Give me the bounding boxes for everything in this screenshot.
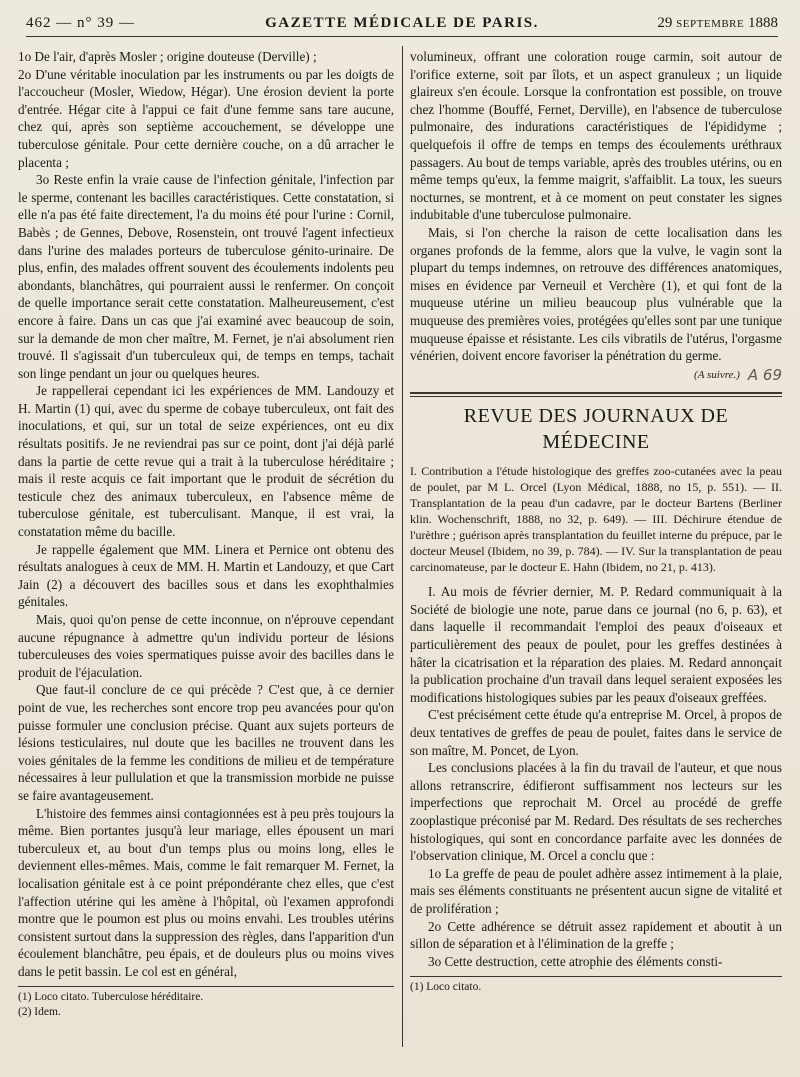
issue-date [657,10,778,37]
section-title: REVUE DES JOURNAUX DE MÉDECINE [463,405,729,454]
journal-title: GAZETTE MÉDICALE DE PARIS. [265,15,539,31]
left-paragraph: 1o De l'air, d'après Mosler ; origine douteuse (Derville) ; [18,49,317,64]
review-paragraph: Les conclusions placées à la fin du travail de l'auteur, et que nous allons retranscrire, édifieront suffisamment nos lecteurs sur les imperfections que reprochait M. Orcel au procédé de greffe zooplastique préconisé par M. Redard. Des résultats de ses recherches histologiques, qui sont en concordance parfaite avec les données de l'observation clinique, M. Orcel a conclu que : [410,760,782,864]
review-paragraph: 1o La greffe de peau de poulet adhère assez intimement à la plaie, mais ses éléments constituants ne présentent aucun signe de vitalité et de prolifération ; [410,865,782,916]
date-year: 1888 [748,15,778,31]
footnote: (1) Loco citato. Tuberculose héréditaire. [18,991,204,1004]
left-paragraph: Je rappelle également que MM. Linera et Pernice ont obtenu des résultats analogues à ceux de MM. H. Martin et Landouzy, et que Cart Jain (2) a découvert des bacilles sous et dans les exophthalmies génitales. [18,541,394,610]
left-paragraph: L'histoire des femmes ainsi contagionnées est à peu près toujours la même. Bien portantes jusqu'à leur mariage, elles épousent un mari tuberculeux et, au bout d'un temps plus ou moins long, elles le deviennent elles-mêmes. Mais, comme le fait remarquer M. Fernet, la localisation génitale est à ce point prépondérante chez elles, que c'est l'affection utérine qui les amène à l'hôpital, où l'examen approfondi montre que le poumon est plus ou moins envahi. Les troubles utérins consistent surtout dans la suppression des règles, dans l'apparition d'un écoulement blanchâtre, peu épais, et de douleurs plus ou moins vives dans le petit bassin. Le col est en général, [18,805,394,979]
continued-marker [410,367,782,385]
left-paragraph: Que faut-il conclure de ce qui précède ? C'est que, à ce dernier point de vue, les recherches sont encore trop peu avancées pour qu'on puisse formuler une conclusion précise. Quant aux sujets porteurs de lésions testiculaires, nul doute que les bacilles ne trouvent dans les voies génitales de la femme les conditions de milieu et de température nécessaires à leur pullulation et que la transmission morbide ne puisse se faire avantageusement. [18,682,394,803]
left-paragraph: 2o D'une véritable inoculation par les instruments ou par les doigts de l'accoucheur (Mosler, Wiedow, Hégar). Une érosion devient la porte d'entrée. Hégar cite à l'appui ce fait d'une femme sans tare aucune, chez qui, après son septième accouchement, se développe une tuberculose génitale. Pour cette dernière couche, on a dû arracher le placenta ; [18,66,394,170]
left-paragraph: Je rappellerai cependant ici les expériences de MM. Landouzy et H. Martin (1) qui, avec du sperme de cobaye tuberculeux, ont fait des inoculations, et qui, sur un total de seize expériences, ont eu dix résultats positifs. Je ne reviendrai pas sur ce point, dont j'ai déjà parlé dans la partie de cette revue qui a trait à la tuberculose héréditaire ; mais il reste acquis ce fait important que le produit de sécrétion du testicule chez des animaux tuberculeux, en l'absence même de tuberculose génitale, est tuberculisant. Manque, il est vrai, la constatation même du bacille. [18,383,394,540]
handwritten-annotation: A 69 [747,365,782,384]
section-rule [410,396,782,397]
a-suivre-label: (A suivre.) [694,368,740,381]
left-column [18,48,394,1067]
footnote: (1) Loco citato. [410,981,482,994]
right-paragraph: volumineux, offrant une coloration rouge carmin, soit autour de l'orifice externe, soit par îlots, et un aspect granuleux ; un liquide glaireux s'en écoule. Lorsque la confrontation est possible, on trouve chez l'homme (Bouffé, Fernet, Derville), en l'absence de tuberculose pulmonaire, des indurations caractéristiques de l'épididyme ; quelquefois il offre de temps en temps des écoulements uréthraux passagers. Au bout de temps variable, après des troubles utérins, ou en même temps qu'eux, la femme maigrit, s'affaiblit. La toux, les sueurs nocturnes, se montrent, et à ce moment on peut constater les signes indubitable d'une tuberculose pulmonaire. [410,49,782,223]
review-paragraph: I. Au mois de février dernier, M. P. Redard communiquait à la Société de biologie une note, parue dans ce journal (no 6, p. 63), et dans laquelle il recommandait l'emploi des peaux d'oiseaux et particulièrement des peaux de poulet, pour les greffes destinées à hâter la cicatrisation et la réparation des plaies. M. Redard annonçait la publication prochaine d'un travail dans lequel seraient exposées les modifications histologiques subies par les peaux d'oiseaux greffées. [410,584,782,705]
left-paragraph: Mais, quoi qu'on pense de cette inconnue, on n'éprouve cependant aucune répugnance à admettre qu'un individu porteur de lésions tuberculeuses des voies spermatiques puisse avoir des bacilles dans le produit de l'éjaculation. [18,612,394,680]
review-paragraph: C'est précisément cette étude qu'a entreprise M. Orcel, à propos de deux tentatives de greffes de peau de poulet, faites dans le service de son maître, M. Poncet, de Lyon. [410,707,782,758]
page-number: 462 — n° 39 — [26,15,135,31]
left-paragraph: 3o Reste enfin la vraie cause de l'infection génitale, l'infection par le sperme, contenant les bacilles caractéristiques. Cette constatation, si elle n'a pas été faite directement, l'a du moins été pour l'urine : Cornil, Babès ; de Gennes, Debove, Rosenstein, ont trouvé l'agent infectieux dans l'urine des malades porteurs de tuberculose génito-urinaire. De plus, enfin, des malades offrent souvent des écoulements indolents peu abondants, blanchâtres, qui pourraient aussi le renfermer. On conçoit de quelle importance serait cette constatation. Malheureusement, c'est encore à faire. Dans un cas que j'ai examiné avec beaucoup de soin, sur la demande de mon cher maître, M. Fernet, je n'ai absolument rien trouvé. Il s'agissait d'un tuberculeux qui, de temps en temps, tachait son linge pendant un jour ou quelques heures. [18,172,394,381]
review-paragraph: 2o Cette adhérence se détruit assez rapidement et aboutit à un sillon de séparation et à l'élimination de la greffe ; [410,918,782,952]
right-footnotes [410,976,782,995]
date-month: SEPTEMBRE [676,18,745,30]
column-divider [402,46,403,1047]
section-rule [410,392,782,394]
date-day: 29 [657,15,673,31]
section-abstract: I. Contribution a l'étude histologique des greffes zoo-cutanées avec la peau de poulet, par M L. Orcel (Lyon Médical, 1888, no 15, p. 551). — II. Transplantation de la peau d'un cadavre, par le docteur Bartens (Berliner klin. Wochenschrift, 1888, no 32, p. 649). — III. Déchirure étendue de l'urèthre ; guérison après transplantation du feuillet interne du prépuce, par le docteur Meusel (Ibidem, no 39, p. 784). — IV. Sur la transplantation de peau carcinomateuse, par le docteur E. Hahn (Ibidem, no 21, p. 413). [410,464,782,575]
page-header [26,10,778,37]
footnote: (2) Idem. [18,1006,61,1019]
review-paragraph: 3o Cette destruction, cette atrophie des éléments consti- [428,953,723,969]
left-footnotes [18,986,394,1020]
right-paragraph: Mais, si l'on cherche la raison de cette localisation dans les organes profonds de la femme, alors que la vulve, le vagin sont la plupart du temps indemnes, on retrouve des différences anatomiques, mises en évidence par Verneuil et Verchère (1), et qui font de la muqueuse utérine un milieu beaucoup plus vulnérable que la muqueuse des premières voies, protégées qu'elles sont par une tunique muqueuse épaisse et résistante. Les cils vibratils de l'utérus, l'orgasme vénérien, doivent encore favoriser la pénétration du germe. [410,224,782,364]
right-column [410,48,782,1067]
